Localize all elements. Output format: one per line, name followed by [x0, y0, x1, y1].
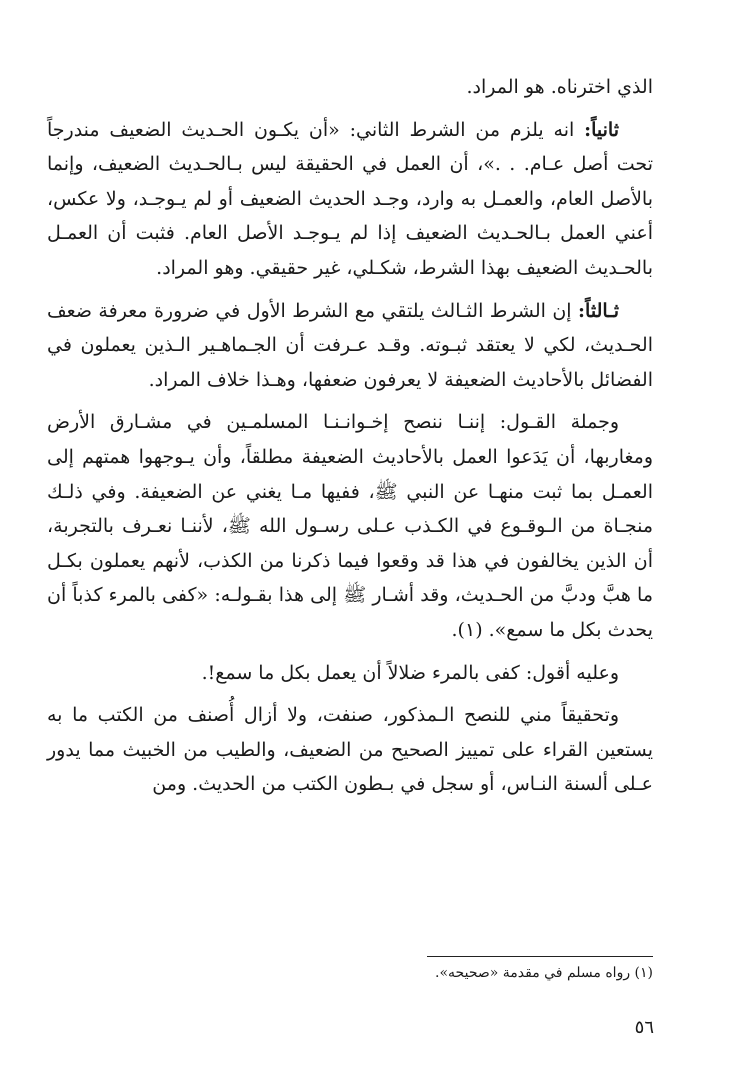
page-body: [47, 70, 653, 802]
page-number: ٥٦: [634, 1017, 654, 1038]
paragraph-thirdly: [47, 294, 653, 398]
paragraph-secondly-text: انه يلزم من الشرط الثاني: «أن يكـون الحـديث الضعيف مندرجاً تحت أصل عـام. . .»، أن العمل في الحقيقة ليس بـالحـديث الضعيف، وإنما بالأصل العام، والعمـل به وارد، وجـد الحديث الضعيف أو لم يـوجـد، ولا عكس، أعني العمل بـالحـديث الضعيف إذا لم يـوجـد الأصل العام. فثبت أن العمـل بالحـديث الضعيف بهذا الشرط، شكـلي، غير حقيقي. وهو المراد.: [47, 118, 653, 279]
paragraph-intro-text: الذي اخترناه. هو المراد.: [466, 76, 653, 98]
paragraph-secondly: [47, 113, 653, 286]
footnote-divider: [427, 956, 653, 957]
paragraph-authoring: [47, 698, 653, 802]
paragraph-secondly-lead: ثانياً:: [584, 118, 619, 141]
paragraph-authoring-text: وتحقيقاً مني للنصح الـمذكور، صنفت، ولا أزال أُصنف من الكتب ما به يستعين القراء على تمييز الصحيح من الضعيف، والطيب من الخبيث مما يدور عـلى ألسنة النـاس، أو سجل في بـطون الكتب من الحديث. ومن: [47, 704, 653, 796]
paragraph-thirdly-lead: ثـالثاً:: [578, 299, 619, 322]
footnote: (١) رواه مسلم في مقدمة «صحيحه».: [435, 965, 653, 981]
paragraph-summary-text: وجملة القـول: إننـا ننصح إخـوانـنـا المسلمـين في مشـارق الأرض ومغاربها، أن يَدَعوا العمل بالأحاديث الضعيفة مطلقاً، وأن يـوجهوا همتهم إلى العمـل بما ثبت منهـا عن النبي ﷺ، ففيها مـا يغني عن الضعيفة. وفي ذلـك منجـاة من الـوقـوع في الكـذب عـلى رسـول الله ﷺ، لأننـا نعـرف بالتجربة، أن الذين يخالفون في هذا قد وقعوا فيما ذكرنا من الكذب، لأنهم يعملون بكـل ما هبَّ ودبَّ من الحـديث، وقد أشـار ﷺ إلى هذا بقـولـه: «كفى بالمرء كذباً أن يحدث بكل ما سمع». (١).: [47, 411, 653, 641]
paragraph-thirdly-text: إن الشرط الثـالث يلتقي مع الشرط الأول في ضرورة معرفة ضعف الحـديث، لكي لا يعتقد ثبـوته. وقـد عـرفت أن الجـماهـير الـذين يعملون في الفضائل بالأحاديث الضعيفة لا يعرفون ضعفها، وهـذا خلاف المراد.: [47, 299, 653, 391]
paragraph-summary: [47, 405, 653, 647]
paragraph-intro: [47, 70, 653, 105]
paragraph-saying-text: وعليه أقول: كفى بالمرء ضلالاً أن يعمل بكل ما سمع!.: [201, 661, 619, 684]
paragraph-saying: [47, 656, 653, 691]
